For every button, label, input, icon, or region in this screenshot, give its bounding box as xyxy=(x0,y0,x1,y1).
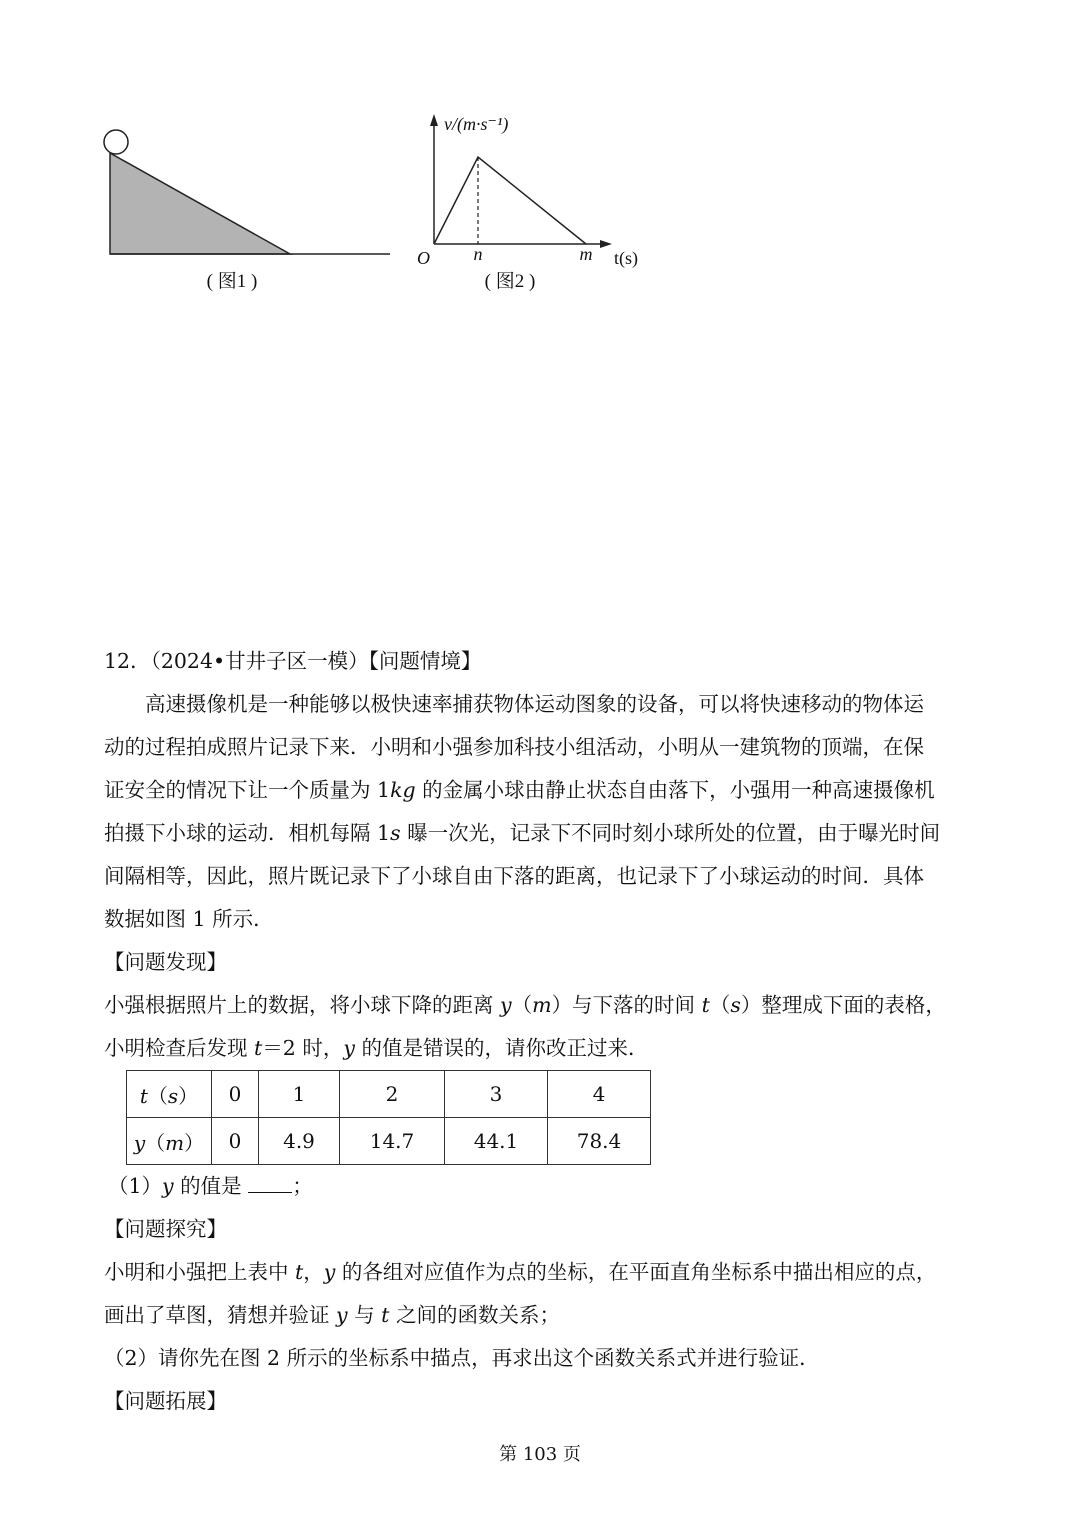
t-axis-arrow xyxy=(600,240,612,248)
discovery-line-1: 小强根据照片上的数据，将小球下降的距离 y（m）与下落的时间 t（s）整理成下面的表格， xyxy=(104,993,946,1017)
answer-blank[interactable] xyxy=(248,1172,292,1193)
question-2: （2）请你先在图 2 所示的坐标系中描点，再求出这个函数关系式并进行验证． xyxy=(104,1346,820,1370)
context-line-3: 证安全的情况下让一个质量为 1kg 的金属小球由静止状态自由落下，小强用一种高速摄像机 xyxy=(104,778,935,802)
figure-2-caption: ( 图2 ) xyxy=(484,271,536,292)
table-cell: 44.1 xyxy=(445,1118,548,1165)
table-row-t xyxy=(127,1071,651,1118)
context-line-2: 动的过程拍成照片记录下来．小明和小强参加科技小组活动，小明从一建筑物的顶端，在保 xyxy=(104,735,924,759)
table-header-y: y（m） xyxy=(127,1118,212,1165)
velocity-line xyxy=(434,157,586,244)
tick-m-label: m xyxy=(579,244,593,264)
ramp-triangle xyxy=(110,153,290,254)
figures-area xyxy=(0,0,1080,320)
figure-1 xyxy=(104,130,390,292)
table-cell: 1 xyxy=(259,1071,340,1118)
context-line-4: 拍摄下小球的运动．相机每隔 1s 曝一次光，记录下不同时刻小球所处的位置，由于曝光时间 xyxy=(104,821,941,845)
table-cell: 78.4 xyxy=(548,1118,651,1165)
context-line-6: 数据如图 1 所示． xyxy=(104,907,274,931)
explore-line-2: 画出了草图，猜想并验证 y 与 t 之间的函数关系； xyxy=(104,1303,560,1327)
table-row-y xyxy=(127,1118,651,1165)
figure-2 xyxy=(417,114,638,292)
context-line-1: 高速摄像机是一种能够以极快速率捕获物体运动图象的设备，可以将快速移动的物体运 xyxy=(145,692,924,716)
table-cell: 0 xyxy=(212,1071,259,1118)
v-axis-label: v/(m·s⁻¹) xyxy=(444,114,509,134)
figures-svg xyxy=(0,0,1080,320)
context-line-5: 间隔相等，因此，照片既记录下了小球自由下落的距离，也记录下了小球运动的时间．具体 xyxy=(104,864,924,888)
page-number: 第 103 页 xyxy=(499,1444,581,1465)
table-cell: 4 xyxy=(548,1071,651,1118)
figure-1-caption: ( 图1 ) xyxy=(206,271,258,292)
data-table xyxy=(126,1070,651,1165)
problem-header: 12．（2024•甘井子区一模）【问题情境】 xyxy=(104,649,482,673)
table-cell: 14.7 xyxy=(340,1118,445,1165)
explore-line-1: 小明和小强把上表中 t，y 的各组对应值作为点的坐标，在平面直角坐标系中描出相应的点， xyxy=(104,1260,937,1284)
table-cell: 0 xyxy=(212,1118,259,1165)
v-axis-arrow xyxy=(430,114,438,126)
table-cell: 4.9 xyxy=(259,1118,340,1165)
problem-12 xyxy=(104,640,984,1423)
discovery-line-2: 小明检查后发现 t＝2 时，y 的值是错误的，请你改正过来． xyxy=(104,1036,649,1060)
extend-heading: 【问题拓展】 xyxy=(104,1389,227,1413)
tick-n-label: n xyxy=(473,244,483,264)
table-cell: 2 xyxy=(340,1071,445,1118)
table-header-t: t（s） xyxy=(127,1071,212,1118)
table-cell: 3 xyxy=(445,1071,548,1118)
t-axis-label: t(s) xyxy=(614,248,638,268)
origin-label: O xyxy=(417,248,430,268)
discovery-heading: 【问题发现】 xyxy=(104,950,227,974)
question-1: （1）y 的值是 ； xyxy=(108,1174,313,1198)
ball xyxy=(104,130,128,154)
explore-heading: 【问题探究】 xyxy=(104,1217,227,1241)
